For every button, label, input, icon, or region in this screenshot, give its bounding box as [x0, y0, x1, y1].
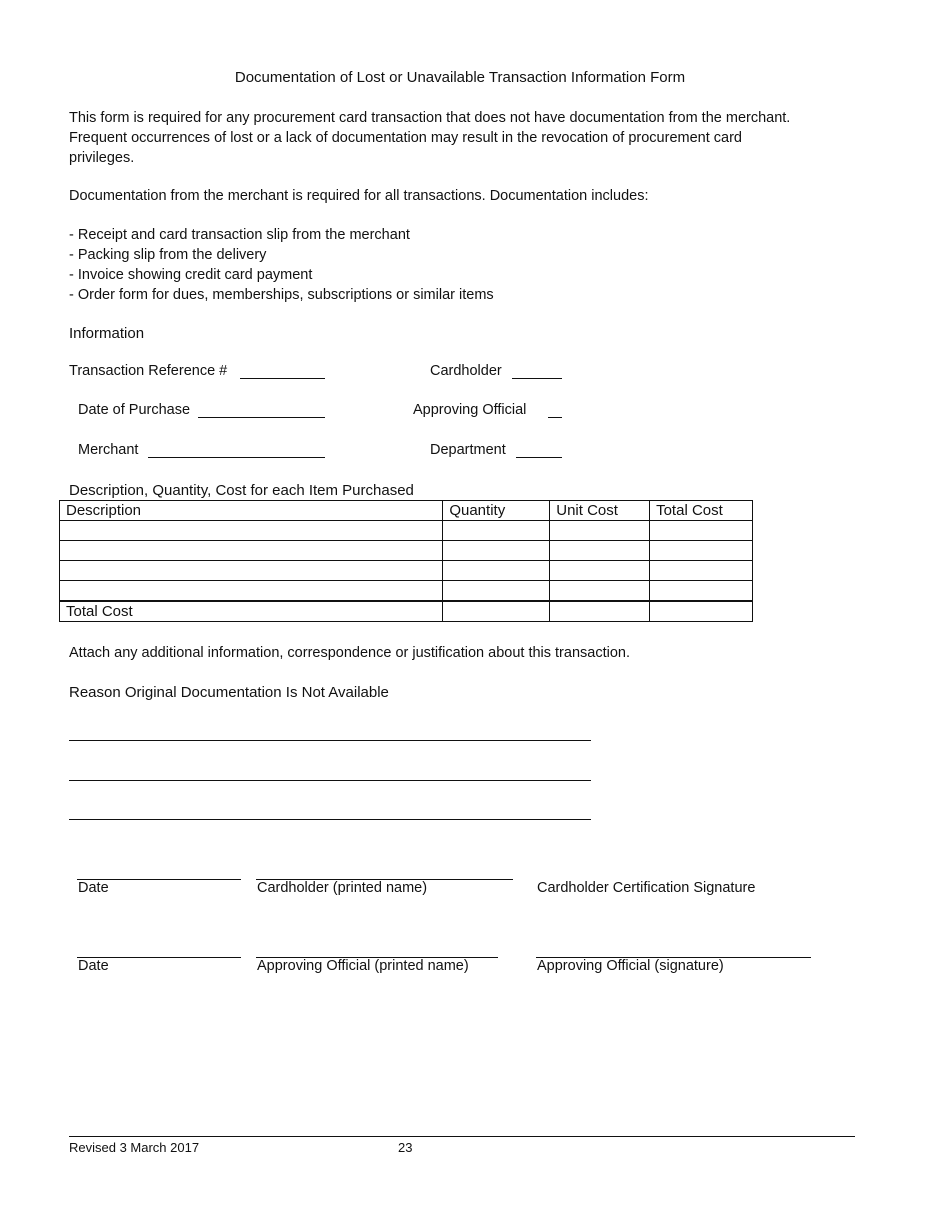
documentation-required-text: Documentation from the merchant is required for all transactions. Documentation includes: [69, 188, 649, 204]
date-of-purchase-label: Date of Purchase [78, 402, 191, 418]
table-header-row [60, 501, 753, 521]
cell-quantity[interactable] [443, 561, 550, 581]
cardholder-field[interactable] [512, 378, 562, 379]
approving-official-field[interactable] [548, 417, 562, 418]
cell-unit-cost[interactable] [550, 541, 650, 561]
header-description: Description [60, 501, 443, 521]
cell-quantity[interactable] [443, 521, 550, 541]
list-item: - Receipt and card transaction slip from the merchant [69, 227, 410, 243]
list-item: - Order form for dues, memberships, subscriptions or similar items [69, 287, 494, 303]
cell-total-cost[interactable] [650, 541, 753, 561]
total-cost-label: Total Cost [60, 601, 443, 622]
transaction-reference-field[interactable] [240, 378, 325, 379]
header-unit-cost: Unit Cost [550, 501, 650, 521]
date-of-purchase-field[interactable] [198, 417, 325, 418]
approver-printed-label: Approving Official (printed name) [257, 958, 469, 974]
reason-line[interactable] [69, 819, 591, 820]
header-total-cost: Total Cost [650, 501, 753, 521]
cell-quantity[interactable] [443, 541, 550, 561]
reason-heading: Reason Original Documentation Is Not Available [69, 684, 389, 701]
cardholder-label: Cardholder [430, 363, 502, 379]
form-title: Documentation of Lost or Unavailable Transaction Information Form [234, 69, 686, 86]
footer-rule [69, 1136, 855, 1137]
cell-description[interactable] [60, 561, 443, 581]
intro-line: This form is required for any procurement card transaction that does not have documentation from the merchant. [69, 110, 791, 126]
items-table [59, 500, 753, 622]
cardholder-printed-label: Cardholder (printed name) [257, 880, 428, 896]
department-label: Department [430, 442, 506, 458]
intro-line: privileges. [69, 150, 135, 166]
list-item: - Invoice showing credit card payment [69, 267, 313, 283]
cell-total-quantity[interactable] [443, 601, 550, 622]
list-item: - Packing slip from the delivery [69, 247, 267, 263]
cell-quantity[interactable] [443, 581, 550, 602]
merchant-label: Merchant [78, 442, 139, 458]
cardholder-signature-label: Cardholder Certification Signature [537, 880, 756, 896]
department-field[interactable] [516, 457, 562, 458]
approver-signature-label: Approving Official (signature) [537, 958, 724, 974]
merchant-field[interactable] [148, 457, 325, 458]
cell-total-cost[interactable] [650, 521, 753, 541]
items-heading: Description, Quantity, Cost for each Item Purchased [69, 482, 414, 499]
table-row [60, 541, 753, 561]
approving-official-label: Approving Official [413, 402, 527, 418]
cell-description[interactable] [60, 581, 443, 602]
information-heading: Information [69, 325, 145, 342]
page-number: 23 [398, 1140, 413, 1155]
table-total-row [60, 601, 753, 622]
cell-total-cost[interactable] [650, 581, 753, 602]
reason-line[interactable] [69, 780, 591, 781]
cardholder-date-label: Date [78, 880, 109, 896]
cell-unit-cost[interactable] [550, 561, 650, 581]
revised-date: Revised 3 March 2017 [69, 1140, 200, 1155]
cell-total-unit-cost[interactable] [550, 601, 650, 622]
cell-description[interactable] [60, 521, 443, 541]
header-quantity: Quantity [443, 501, 550, 521]
transaction-reference-label: Transaction Reference # [69, 363, 228, 379]
attach-note: Attach any additional information, correspondence or justification about this transaction. [69, 645, 630, 661]
approver-date-label: Date [78, 958, 109, 974]
intro-line: Frequent occurrences of lost or a lack of documentation may result in the revocation of procurement card [69, 130, 742, 146]
reason-line[interactable] [69, 740, 591, 741]
cell-total-cost[interactable] [650, 561, 753, 581]
cell-description[interactable] [60, 541, 443, 561]
cell-unit-cost[interactable] [550, 581, 650, 602]
cell-unit-cost[interactable] [550, 521, 650, 541]
cell-grand-total[interactable] [650, 601, 753, 622]
table-row [60, 561, 753, 581]
table-row [60, 521, 753, 541]
table-row [60, 581, 753, 602]
